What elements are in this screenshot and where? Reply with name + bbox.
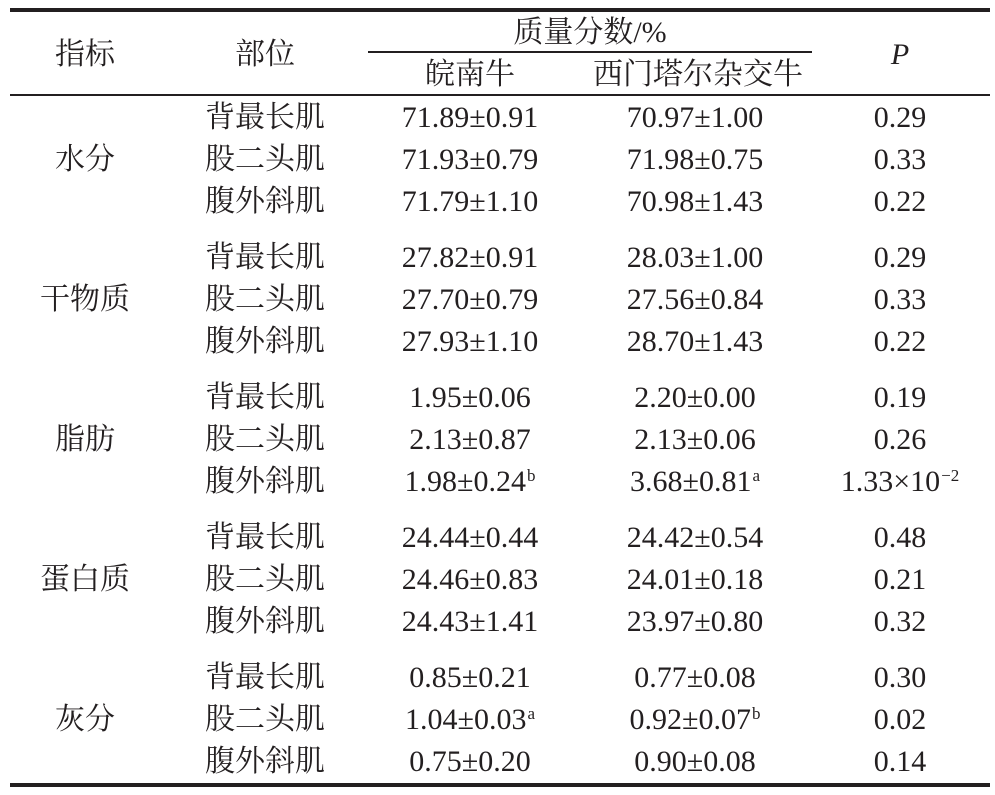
simmental-cross-value-text: 27.56±0.84	[626, 283, 764, 316]
indicator-label	[30, 145, 140, 175]
significance-letter: b	[751, 704, 761, 723]
simmental-cross-value	[580, 103, 810, 133]
top-rule	[10, 8, 990, 12]
site-label	[195, 705, 335, 735]
wannan-value-text: 1.98±0.24	[404, 465, 526, 498]
wannan-value-text: 24.43±1.41	[401, 605, 539, 638]
site-label-text: 腹外斜肌	[205, 605, 325, 638]
wannan-value	[365, 285, 575, 315]
site-label-text: 股二头肌	[205, 703, 325, 736]
simmental-cross-value-text: 24.01±0.18	[626, 563, 764, 596]
simmental-cross-value	[580, 327, 810, 357]
indicator-label	[30, 705, 140, 735]
p-value-text: 0.26	[873, 423, 927, 456]
wannan-value	[365, 187, 575, 217]
wannan-value-text: 27.70±0.79	[401, 283, 539, 316]
p-value-text: 0.32	[873, 605, 927, 638]
p-value	[820, 663, 980, 693]
simmental-cross-value-text: 70.98±1.43	[626, 185, 764, 218]
simmental-cross-value	[580, 523, 810, 553]
simmental-cross-value	[580, 145, 810, 175]
simmental-cross-value	[580, 243, 810, 273]
p-value	[820, 243, 980, 273]
simmental-cross-value-text: 0.90±0.08	[634, 745, 756, 778]
wannan-value	[365, 425, 575, 455]
header-site: 部位	[235, 38, 295, 71]
simmental-cross-value-text: 28.03±1.00	[626, 241, 764, 274]
simmental-cross-value	[580, 187, 810, 217]
site-label-text: 腹外斜肌	[205, 185, 325, 218]
site-label	[195, 467, 335, 497]
simmental-cross-value	[580, 285, 810, 315]
site-label-text: 腹外斜肌	[205, 745, 325, 778]
indicator-label	[30, 285, 140, 315]
site-label	[195, 383, 335, 413]
wannan-value	[365, 565, 575, 595]
p-value	[820, 145, 980, 175]
site-label-text: 腹外斜肌	[205, 325, 325, 358]
p-value-exponent: −2	[941, 466, 960, 485]
simmental-cross-value	[580, 607, 810, 637]
p-value	[820, 383, 980, 413]
wannan-value-text: 71.79±1.10	[401, 185, 539, 218]
p-value-text: 0.33	[873, 283, 927, 316]
p-value	[820, 187, 980, 217]
wannan-value	[365, 145, 575, 175]
site-label	[195, 285, 335, 315]
site-label	[195, 607, 335, 637]
p-value-text: 0.48	[873, 521, 927, 554]
wannan-value	[365, 243, 575, 273]
p-value-text: 0.22	[873, 185, 927, 218]
site-label-text: 股二头肌	[205, 143, 325, 176]
site-label-text: 背最长肌	[205, 101, 325, 134]
p-value-text: 0.30	[873, 661, 927, 694]
site-label-text: 背最长肌	[205, 521, 325, 554]
wannan-value-text: 0.85±0.21	[409, 661, 531, 694]
site-label	[195, 327, 335, 357]
p-value-text: 0.29	[873, 101, 927, 134]
simmental-cross-value	[580, 467, 810, 501]
site-label-text: 股二头肌	[205, 563, 325, 596]
header-p-value: P	[890, 38, 910, 71]
wannan-value-text: 27.93±1.10	[401, 325, 539, 358]
site-label-text: 股二头肌	[205, 423, 325, 456]
simmental-cross-value-text: 0.92±0.07	[629, 703, 751, 736]
p-value	[820, 425, 980, 455]
site-label	[195, 565, 335, 595]
p-value	[820, 467, 980, 501]
wannan-value-text: 24.46±0.83	[401, 563, 539, 596]
p-value-text: 0.02	[873, 703, 927, 736]
wannan-value	[365, 663, 575, 693]
significance-letter: a	[527, 704, 535, 723]
wannan-value	[365, 383, 575, 413]
indicator-label-text: 脂肪	[55, 423, 115, 456]
site-label	[195, 187, 335, 217]
p-value	[820, 285, 980, 315]
significance-letter: b	[526, 466, 536, 485]
significance-letter: a	[752, 466, 760, 485]
indicator-label-text: 水分	[55, 143, 115, 176]
simmental-cross-value	[580, 705, 810, 739]
wannan-value-text: 24.44±0.44	[401, 521, 539, 554]
header-mass-fraction: 质量分数/%	[513, 16, 667, 49]
simmental-cross-value-text: 28.70±1.43	[626, 325, 764, 358]
indicator-label	[30, 425, 140, 455]
wannan-value	[365, 607, 575, 637]
site-label-text: 股二头肌	[205, 283, 325, 316]
header-bottom-rule	[10, 94, 990, 96]
simmental-cross-value-text: 24.42±0.54	[626, 521, 764, 554]
indicator-label-text: 蛋白质	[40, 563, 130, 596]
simmental-cross-value	[580, 565, 810, 595]
p-value	[820, 523, 980, 553]
site-label	[195, 523, 335, 553]
header-indicator: 指标	[55, 38, 115, 71]
simmental-cross-value-text: 70.97±1.00	[626, 101, 764, 134]
p-value	[820, 705, 980, 735]
simmental-cross-value-text: 71.98±0.75	[626, 143, 764, 176]
header-breed-wannan: 皖南牛	[425, 58, 515, 91]
wannan-value-text: 1.04±0.03	[404, 703, 527, 736]
p-value-text: 0.14	[873, 745, 927, 778]
wannan-value	[365, 747, 575, 777]
wannan-value-text: 27.82±0.91	[401, 241, 539, 274]
wannan-value-text: 71.93±0.79	[401, 143, 539, 176]
simmental-cross-value-text: 2.13±0.06	[634, 423, 756, 456]
p-value-text: 0.22	[873, 325, 927, 358]
site-label-text: 背最长肌	[205, 241, 325, 274]
site-label-text: 腹外斜肌	[205, 465, 325, 498]
site-label	[195, 747, 335, 777]
p-value-text: 0.29	[873, 241, 927, 274]
simmental-cross-value-text: 3.68±0.81	[629, 465, 752, 498]
wannan-value	[365, 467, 575, 501]
wannan-value-text: 0.75±0.20	[409, 745, 531, 778]
p-value-text: 1.33×10	[840, 465, 941, 498]
p-value	[820, 565, 980, 595]
simmental-cross-value	[580, 383, 810, 413]
indicator-label-text: 干物质	[40, 283, 130, 316]
header-breed-simmental-cross: 西门塔尔杂交牛	[593, 58, 803, 91]
site-label	[195, 103, 335, 133]
p-value	[820, 607, 980, 637]
site-label	[195, 243, 335, 273]
site-label-text: 背最长肌	[205, 381, 325, 414]
wannan-value	[365, 523, 575, 553]
wannan-value-text: 1.95±0.06	[409, 381, 531, 414]
p-value-text: 0.19	[873, 381, 927, 414]
simmental-cross-value	[580, 663, 810, 693]
wannan-value-text: 71.89±0.91	[401, 101, 539, 134]
site-label	[195, 425, 335, 455]
simmental-cross-value-text: 23.97±0.80	[626, 605, 764, 638]
p-value	[820, 747, 980, 777]
p-value-text: 0.33	[873, 143, 927, 176]
wannan-value	[365, 705, 575, 739]
wannan-value	[365, 327, 575, 357]
indicator-label-text: 灰分	[55, 703, 115, 736]
p-value	[820, 327, 980, 357]
site-label-text: 背最长肌	[205, 661, 325, 694]
site-label	[195, 663, 335, 693]
p-value	[820, 103, 980, 133]
wannan-value	[365, 103, 575, 133]
simmental-cross-value	[580, 425, 810, 455]
simmental-cross-value-text: 0.77±0.08	[634, 661, 756, 694]
indicator-label	[30, 565, 140, 595]
simmental-cross-value-text: 2.20±0.00	[634, 381, 756, 414]
wannan-value-text: 2.13±0.87	[409, 423, 531, 456]
site-label	[195, 145, 335, 175]
simmental-cross-value	[580, 747, 810, 777]
p-value-text: 0.21	[873, 563, 927, 596]
bottom-rule	[10, 783, 990, 787]
subheader-rule	[368, 51, 812, 53]
